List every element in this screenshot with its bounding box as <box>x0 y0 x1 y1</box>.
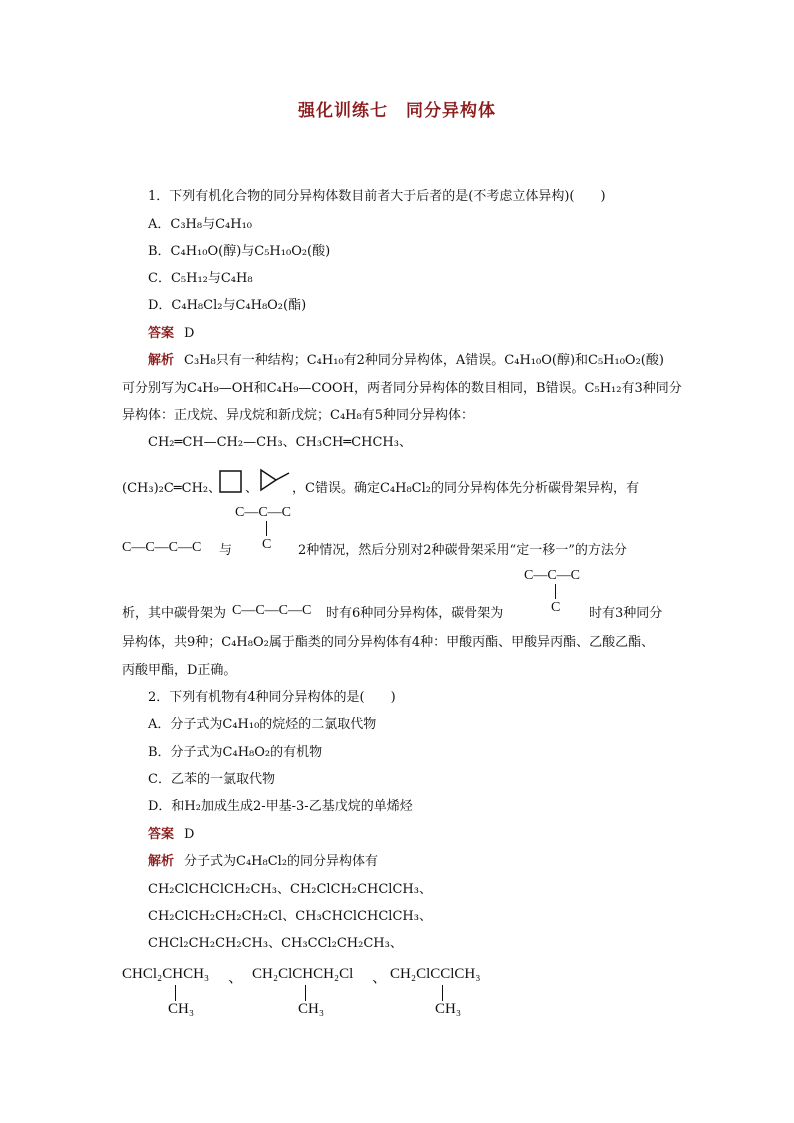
branched-skeleton-2-branch: C <box>551 600 561 615</box>
q1-analysis-line-1 <box>148 352 664 370</box>
q1-analysis-line-7a: 析，其中碳骨架为 <box>122 606 227 621</box>
q2-analysis-line-4: CHCl₂CH₂CH₂CH₃、CH₃CCl₂CH₂CH₃、 <box>148 936 403 951</box>
q1-option-c: C．C₅H₁₂与C₄H₈ <box>148 271 253 286</box>
q1-analysis-line-7b: 时有6种同分异构体，碳骨架为 <box>326 606 504 621</box>
formula-3-substituent: CH₃ <box>435 1001 462 1017</box>
q1-analysis-text-1: C₃H₈只有一种结构；C₄H₁₀有2种同分异构体，A错误。C₄H₁₀O(醇)和C₅H₁₀O₂(酸) <box>184 353 664 368</box>
q1-analysis-label: 解析 <box>148 353 175 368</box>
q1-analysis-line-2: 可分别写为C₄H₉—OH和C₄H₉—COOH，两者同分异构体的数目相同，B错误。C₅H₁₂有3种同分 <box>122 381 682 396</box>
branched-skeleton-main-chain: C—C—C <box>235 505 292 520</box>
q2-answer-label: 答案 <box>148 827 175 842</box>
linear-skeleton-1: C—C—C—C <box>122 540 202 555</box>
formula-1-bond <box>175 985 176 1001</box>
q1-analysis-line-5a: (CH₃)₂C═CH₂、 <box>122 481 222 496</box>
q2-option-b: B．分子式为C₄H₈O₂的有机物 <box>148 745 323 760</box>
methylcyclopropane-icon <box>258 468 292 494</box>
q1-analysis-line-5c: ，C错误。确定C₄H₈Cl₂的同分异构体先分析碳骨架异构，有 <box>292 481 639 496</box>
q2-option-a: A．分子式为C₄H₁₀的烷烃的二氯取代物 <box>148 717 377 732</box>
q1-option-a: A．C₃H₈与C₄H₁₀ <box>148 217 253 232</box>
q2-analysis-text-1: 分子式为C₄H₈Cl₂的同分异构体有 <box>184 854 379 869</box>
q1-analysis-line-5b: 、 <box>245 481 259 496</box>
branched-skeleton-2-main-chain: C—C—C <box>524 568 581 583</box>
q2-stem: 2．下列有机物有4种同分异构体的是( ) <box>148 690 396 705</box>
q2-option-d: D．和H₂加成生成2-甲基-3-乙基戊烷的单烯烃 <box>148 799 413 814</box>
q1-option-b: B．C₄H₁₀O(醇)与C₅H₁₀O₂(酸) <box>148 244 331 259</box>
branched-skeleton-branch: C <box>262 537 272 552</box>
q1-analysis-line-3: 异构体：正戊烷、异戊烷和新戊烷；C₄H₈有5种同分异构体： <box>122 408 474 423</box>
q1-option-d: D．C₄H₈Cl₂与C₄H₈O₂(酯) <box>148 298 307 313</box>
q1-answer-label: 答案 <box>148 326 175 341</box>
formula-3-main: CH₂ClCClCH₃ <box>390 966 481 982</box>
q1-and-word: 与 <box>219 543 233 558</box>
formula-2-main: CH₂ClCHCH₂Cl <box>252 966 354 982</box>
formula-3-bond <box>442 985 443 1001</box>
page-title: 强化训练七 同分异构体 <box>298 101 496 121</box>
q2-analysis-line-3: CH₂ClCH₂CH₂CH₂Cl、CH₃CHClCHClCH₃、 <box>148 909 432 924</box>
q2-option-c: C．乙苯的一氯取代物 <box>148 772 275 787</box>
q2-analysis-line-1 <box>148 853 378 871</box>
linear-skeleton-2: C—C—C—C <box>232 603 312 618</box>
q1-analysis-line-6: 2种情况，然后分别对2种碳骨架采用“定一移一”的方法分 <box>298 543 627 558</box>
formula-2-bond <box>305 985 306 1001</box>
q2-answer <box>148 826 194 844</box>
q1-stem: 1．下列有机化合物的同分异构体数目前者大于后者的是(不考虑立体异构)( ) <box>148 189 606 204</box>
cyclobutane-icon <box>218 469 244 495</box>
q1-analysis-line-7c: 时有3种同分 <box>589 606 663 621</box>
branch-bond-2 <box>555 584 556 599</box>
q1-analysis-line-9: 丙酸甲酯，D正确。 <box>122 663 237 678</box>
q1-analysis-line-4: CH₂═CH—CH₂—CH₃、CH₃CH═CHCH₃、 <box>148 435 412 450</box>
q1-answer <box>148 325 194 343</box>
branch-bond <box>266 521 267 536</box>
formula-2-substituent: CH₃ <box>298 1001 325 1017</box>
q1-answer-value: D <box>184 326 195 341</box>
q2-analysis-line-2: CH₂ClCHClCH₂CH₃、CH₂ClCH₂CHClCH₃、 <box>148 882 432 897</box>
q1-analysis-line-8: 异构体，共9种；C₄H₈O₂属于酯类的同分异构体有4种：甲酸丙酯、甲酸异丙酯、乙酸乙酯、 <box>122 635 655 650</box>
formula-separator-1: 、 <box>228 970 244 986</box>
formula-separator-2: 、 <box>372 970 388 986</box>
formula-1-main: CHCl₂CHCH₃ <box>122 966 210 982</box>
q2-answer-value: D <box>184 827 195 842</box>
formula-1-substituent: CH₃ <box>168 1001 195 1017</box>
q2-analysis-label: 解析 <box>148 854 175 869</box>
